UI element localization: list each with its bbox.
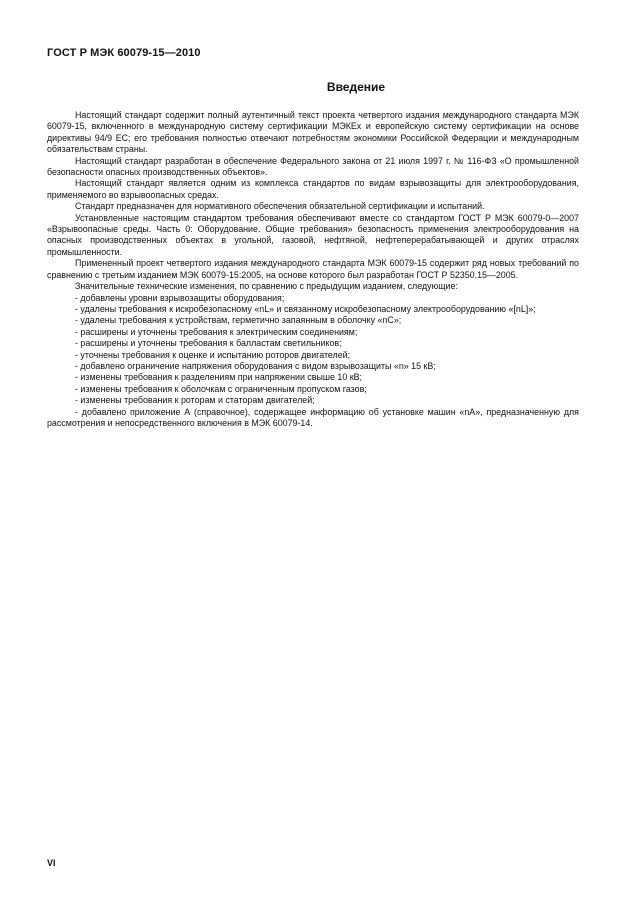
list-item: - удалены требования к искробезопасному «nL» и связанному искробезопасному электрооборудованию «[nL]»; xyxy=(75,303,536,314)
list-item: - расширены и уточнены требования к электрическим соединениям; xyxy=(75,326,358,337)
section-title: Введение xyxy=(326,80,386,94)
standard-code-header: ГОСТ Р МЭК 60079-15—2010 xyxy=(47,47,201,59)
paragraph: Настоящий стандарт является одним из комплекса стандартов по видам взрывозащиты для электрооборудования, применяемого во взрывоопасных средах. xyxy=(47,178,579,200)
page-number: VI xyxy=(47,858,56,868)
paragraph: Установленные настоящим стандартом требования обеспечивают вместе со стандартом ГОСТ Р МЭК 60079-0—2007 «Взрывоопасные среды. Часть 0: Оборудование. Общие требования» безопасность применения электрооборудования на опасных производственных объектах в угольной, газовой, нефтяной, нефтеперерабатывающей и других отраслях промышленности. xyxy=(47,212,579,257)
section-body xyxy=(47,110,579,429)
paragraph: Настоящий стандарт разработан в обеспечение Федерального закона от 21 июля 1997 г. № 116-ФЗ «О промышленной безопасности опасных производственных объектов». xyxy=(47,155,579,178)
list-item: - удалены требования к устройствам, герметично запаянным в оболочку «nC»; xyxy=(75,315,402,326)
list-item: - изменены требования к оболочкам с ограниченным пропуском газов; xyxy=(75,383,367,394)
paragraph: Примененный проект четвертого издания международного стандарта МЭК 60079-15 содержит ряд новых требований по сравнению с третьим изданием МЭК 60079-15:2005, на основе которого был разработан ГОСТ Р 52350.15—2005. xyxy=(47,258,579,280)
list-item: - добавлено приложение А (справочное), содержащее информацию об установке машин «nA», предназначенную для рассмотрения и непосредственного включения в МЭК 60079-14. xyxy=(47,406,579,428)
list-item: - уточнены требования к оценке и испытанию роторов двигателей; xyxy=(75,349,351,360)
list-item: - изменены требования к разделениям при напряжении свыше 10 кВ; xyxy=(75,372,363,383)
paragraph: Стандарт предназначен для нормативного обеспечения обязательной сертификации и испытаний. xyxy=(75,201,485,212)
paragraph: Настоящий стандарт содержит полный аутентичный текст проекта четвертого издания международного стандарта МЭК 60079-15, включенного в международную систему сертификации МЭКЕх и европейскую систему сертификации на основе директивы 94/9 ЕС; его требования полностью отвечают потребностям экономики Российской Федерации и международным обязательствам страны. xyxy=(47,110,579,155)
paragraph: Значительные технические изменения, по сравнению с предыдущим изданием, следующие: xyxy=(75,281,458,292)
list-item: - добавлено ограничение напряжения оборудования с видом взрывозащиты «n» 15 кВ; xyxy=(75,360,436,371)
list-item: - добавлены уровни взрывозащиты оборудования; xyxy=(75,292,285,303)
list-item: - изменены требования к роторам и статорам двигателей; xyxy=(75,395,315,406)
list-item: - расширены и уточнены требования к балластам светильников; xyxy=(75,338,342,349)
